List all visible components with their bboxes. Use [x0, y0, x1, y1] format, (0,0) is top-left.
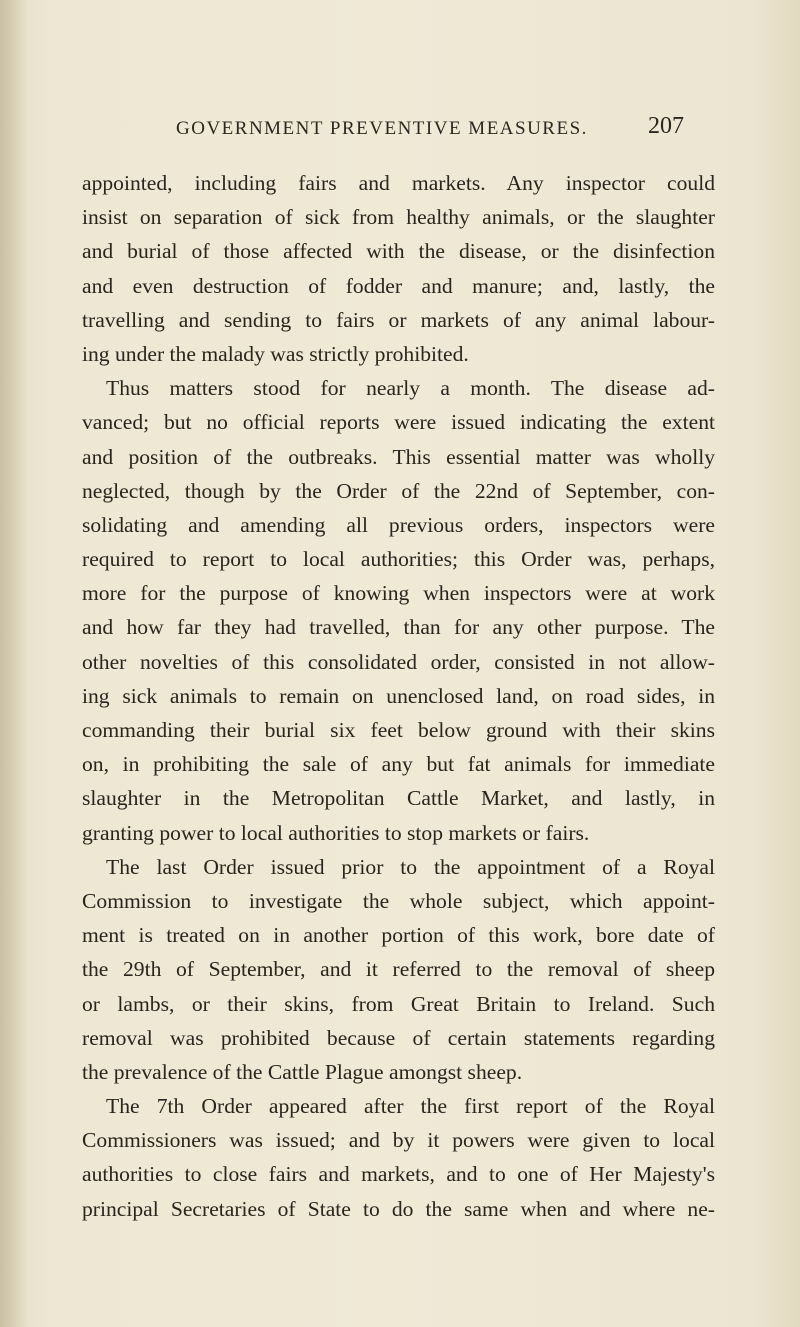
text-line: Thus matters stood for nearly a month. The disease ad- — [106, 376, 715, 401]
text-line: appointed, including fairs and markets. Any inspector could — [82, 171, 715, 195]
text-line: commanding their burial six feet below ground with their skins — [82, 718, 715, 742]
text-line: travelling and sending to fairs or markets of any animal labour- — [82, 307, 715, 332]
text-line: and position of the outbreaks. This essential matter was wholly — [82, 444, 715, 469]
text-line: and even destruction of fodder and manure; and, lastly, the — [82, 273, 715, 298]
text-line: other novelties of this consolidated order, consisted in not allow- — [82, 649, 715, 674]
text-line: on, in prohibiting the sale of any but fat animals for immediate — [82, 752, 715, 777]
text-line: ing sick animals to remain on unenclosed land, on road sides, in — [82, 683, 715, 708]
text-line: ment is treated on in another portion of this work, bore date of — [82, 923, 715, 948]
text-line: the 29th of September, and it referred to the removal of sheep — [82, 957, 715, 982]
text-line: slaughter in the Metropolitan Cattle Market, and lastly, in — [82, 786, 715, 811]
text-line: ing under the malady was strictly prohibited. — [82, 341, 469, 366]
text-line: removal was prohibited because of certain statements regarding — [82, 1025, 715, 1050]
text-line: The 7th Order appeared after the first report of the Royal — [106, 1094, 715, 1119]
text-line: and burial of those affected with the disease, or the disinfection — [82, 239, 715, 264]
spine-shadow — [0, 0, 28, 1327]
text-line: Commissioners was issued; and by it powers were given to local — [82, 1128, 715, 1153]
text-line: granting power to local authorities to stop markets or fairs. — [82, 820, 590, 845]
text-line: principal Secretaries of State to do the same when and where ne- — [82, 1196, 715, 1221]
text-line: insist on separation of sick from healthy animals, or the slaughter — [82, 205, 715, 230]
body-text — [82, 166, 715, 1226]
text-line: required to report to local authorities; this Order was, perhaps, — [82, 547, 715, 572]
text-line: or lambs, or their skins, from Great Britain to Ireland. Such — [82, 991, 715, 1016]
running-header: GOVERNMENT PREVENTIVE MEASURES. — [176, 118, 588, 139]
text-line: The last Order issued prior to the appointment of a Royal — [106, 854, 715, 879]
text-line: and how far they had travelled, than for any other purpose. The — [82, 615, 715, 640]
text-line: Commission to investigate the whole subject, which appoint- — [82, 888, 715, 913]
text-line: vanced; but no official reports were issued indicating the extent — [82, 410, 715, 435]
text-line: solidating and amending all previous orders, inspectors were — [82, 512, 715, 537]
page-number: 207 — [648, 113, 684, 139]
text-line: authorities to close fairs and markets, and to one of Her Majesty's — [82, 1162, 715, 1187]
text-line: the prevalence of the Cattle Plague amongst sheep. — [82, 1059, 523, 1084]
text-line: neglected, though by the Order of the 22nd of September, con- — [82, 478, 715, 503]
text-line: more for the purpose of knowing when inspectors were at work — [82, 581, 715, 606]
